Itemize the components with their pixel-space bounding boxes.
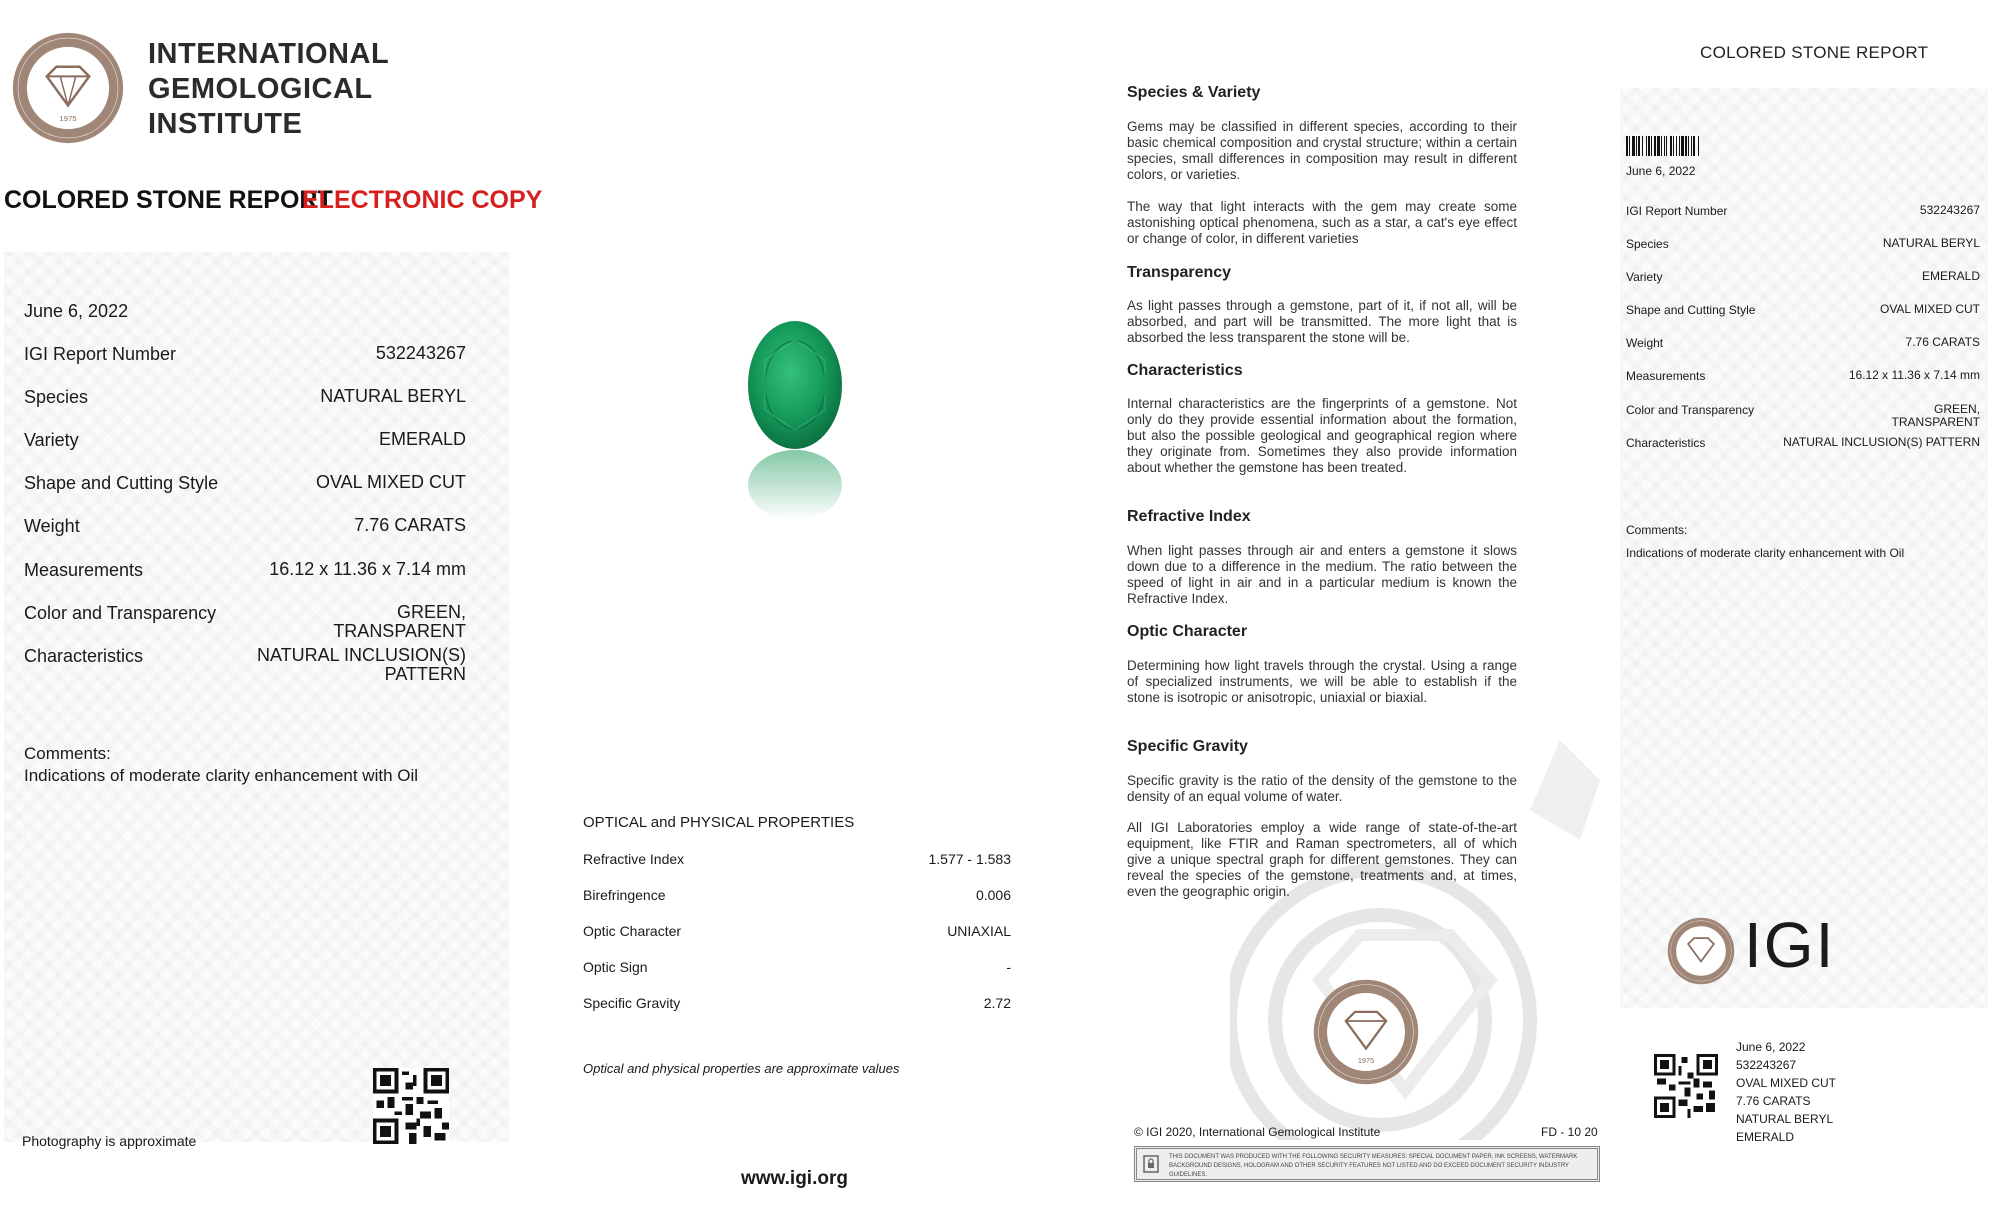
institute-name-line-1: INTERNATIONAL [148,38,390,70]
section-title-species: Species & Variety [1127,84,1261,101]
emerald-gem-photo [745,320,845,520]
row-label: IGI Report Number [24,344,177,364]
summary-line: EMERALD [1736,1130,1795,1144]
barcode-bar [1676,136,1677,156]
summary-comments-label: Comments: [1626,523,1688,537]
barcode-bar [1673,136,1674,156]
row-label: Optic Character [583,923,682,939]
barcode-bar [1681,136,1684,156]
summary-line: June 6, 2022 [1736,1040,1806,1054]
seal-year: 1975 [59,113,77,123]
security-notice-text: THIS DOCUMENT WAS PRODUCED WITH THE FOLLOWING SECURITY MEASURES: SPECIAL DOCUMENT PAPER, INK SCREENS, WATERMARK BACKGROUND DESIGNS, HOLOGRAM AND OTHER SECURITY FEATURES NOT LISTED AND DO EXCEED DOCUMENT SECURITY INDUSTRY GUIDELINES. [1169,1154,1578,1178]
row-label: Measurements [24,560,144,580]
section-text: All IGI Laboratories employ a wide range of state-of-the-art equipment, like FTIR and Raman spectrometers, all of which give a unique spectral graph for different gemstones. They can reveal the species of the gemstone, treatments and, at times, even the geographic origin. [1127,820,1517,899]
barcode-bar [1679,136,1680,156]
row-value: OVAL MIXED CUT [1879,302,1980,316]
barcode-bar [1664,136,1665,156]
barcode-bar [1661,136,1662,156]
institute-name-line-2: GEMOLOGICAL [148,73,373,105]
section-text: As light passes through a gemstone, part of it, if not all, will be absorbed, and part will be transmitted. The more light that is absorbed the less transparent the stone will be. [1127,298,1517,345]
row-value: EMERALD [1921,269,1980,283]
row-value [1892,403,1980,429]
row-label: Color and Transparency [1626,403,1755,417]
row-label: Shape and Cutting Style [24,473,219,493]
barcode-bar [1698,136,1699,156]
row-value: 532243267 [1919,203,1980,217]
document-lock-icon [1141,1154,1161,1174]
barcode-bar [1670,136,1672,156]
row-value: NATURAL BERYL [1882,236,1980,250]
row-label: Color and Transparency [24,603,217,623]
summary-line: NATURAL BERYL [1736,1112,1834,1126]
copyright-text: © IGI 2020, International Gemological Institute [1134,1125,1381,1139]
row-value: 1.577 - 1.583 [928,851,1011,867]
row-value: 16.12 x 11.36 x 7.14 mm [269,559,466,579]
barcode-bar [1688,136,1689,156]
row-value [333,603,466,641]
igi-seal-logo [10,30,126,146]
summary-line: 532243267 [1736,1058,1797,1072]
barcode-bar [1646,136,1647,156]
row-value: 7.76 CARATS [354,515,466,535]
row-label: Birefringence [583,887,666,903]
seal-year: 1975 [1357,1056,1375,1066]
row-value: 2.72 [983,995,1011,1011]
security-notice [1134,1146,1600,1182]
row-label: Species [24,387,89,407]
value-line: GREEN, [396,602,466,622]
row-label: Weight [24,516,80,536]
summary-line: 7.76 CARATS [1736,1094,1811,1108]
section-text: Internal characteristics are the fingerprints of a gemstone. Not only do they provide essential information about the formation, but also the possible geological and geographical region where they originate from. Sometimes they also provide information about whether the gemstone has been treated. [1127,396,1517,475]
value-line: TRANSPARENT [1891,415,1980,429]
summary-card-title: COLORED STONE REPORT [1700,43,1929,62]
barcode-bar [1657,136,1660,156]
igi-seal-icon [1311,977,1421,1087]
optical-properties-title: OPTICAL and PHYSICAL PROPERTIES [583,814,855,831]
value-line: NATURAL INCLUSION(S) [256,645,466,665]
barcode-bar [1629,136,1630,156]
section-title-characteristics: Characteristics [1127,362,1243,379]
row-value: NATURAL BERYL [320,386,466,406]
row-value: - [1006,959,1011,975]
barcode-bar [1666,136,1667,156]
section-title-refractive-index: Refractive Index [1127,508,1251,525]
row-label: Shape and Cutting Style [1626,303,1756,317]
igi-wordmark: IGI [1744,909,1836,981]
section-text: The way that light interacts with the gem may create some astonishing optical phenomena, such as a star, a cat's eye effect or change of color, in different varieties [1127,199,1517,246]
summary-line: OVAL MIXED CUT [1736,1076,1837,1090]
barcode-bar [1693,136,1695,156]
barcode-bar [1642,136,1643,156]
section-title-optic-character: Optic Character [1127,623,1248,640]
row-label: Variety [24,430,79,450]
row-value: 16.12 x 11.36 x 7.14 mm [1848,368,1980,382]
section-text: When light passes through air and enters a gemstone it slows down due to a difference in the medium. The ratio between the speed of light in air and in a particular medium is known the Refractive Index. [1127,543,1517,606]
barcode-bar [1626,136,1628,156]
barcode-bar [1685,136,1687,156]
row-value: NATURAL INCLUSION(S) PATTERN [1783,435,1980,449]
photography-note: Photography is approximate [22,1133,197,1149]
barcode-bar [1648,136,1650,156]
igi-seal-icon [1666,916,1736,986]
row-label: Variety [1626,270,1663,284]
barcode-bar [1654,136,1656,156]
optical-approximation-note: Optical and physical properties are approximate values [583,1061,900,1076]
electronic-copy-label: ELECTRONIC COPY [302,186,543,214]
barcode [1626,136,1740,156]
row-label: Refractive Index [583,851,685,867]
comments-label: Comments: [24,744,111,763]
barcode-bar [1632,136,1635,156]
row-value: EMERALD [378,429,466,449]
row-label: Characteristics [1626,436,1706,450]
report-title: COLORED STONE REPORT [4,186,333,214]
row-value: 532243267 [375,343,466,363]
website-link[interactable]: www.igi.org [741,1168,848,1189]
section-title-specific-gravity: Specific Gravity [1127,738,1248,755]
summary-comments-text: Indications of moderate clarity enhancement with Oil [1626,546,1905,560]
institute-name-line-3: INSTITUTE [148,108,303,140]
qr-code[interactable] [1654,1054,1718,1118]
row-value: UNIAXIAL [947,923,1011,939]
row-value: OVAL MIXED CUT [315,472,466,492]
row-label: Specific Gravity [583,995,681,1011]
row-label: Characteristics [24,646,144,666]
section-title-transparency: Transparency [1127,264,1232,281]
row-value: 7.76 CARATS [1905,335,1980,349]
section-text: Determining how light travels through the crystal. Using a range of specialized instruments, we will be able to establish if the stone is isotropic or anisotropic, uniaxial or biaxial. [1127,658,1517,705]
barcode-bar [1651,136,1652,156]
row-label: Species [1626,237,1669,251]
row-label: Optic Sign [583,959,648,975]
value-line: GREEN, [1933,402,1980,416]
report-date: June 6, 2022 [24,301,129,321]
barcode-bar [1691,136,1692,156]
summary-date: June 6, 2022 [1626,164,1696,178]
row-value: 0.006 [975,887,1011,903]
section-text: Specific gravity is the ratio of the density of the gemstone to the density of an equal volume of water. [1127,773,1517,804]
barcode-bar [1638,136,1640,156]
row-value [257,646,466,684]
row-label: Weight [1626,336,1664,350]
row-label: Measurements [1626,369,1706,383]
value-line: TRANSPARENT [333,621,466,641]
value-line: PATTERN [384,664,466,684]
form-code: FD - 10 20 [1541,1125,1598,1139]
comments-text: Indications of moderate clarity enhancement with Oil [24,766,419,785]
row-label: IGI Report Number [1626,204,1728,218]
qr-code[interactable] [373,1068,449,1144]
section-text: Gems may be classified in different species, according to their basic chemical composition and crystal structure; within a certain species, small differences in composition may result in different colors, or varieties. [1127,119,1517,182]
barcode-bar [1636,136,1637,156]
